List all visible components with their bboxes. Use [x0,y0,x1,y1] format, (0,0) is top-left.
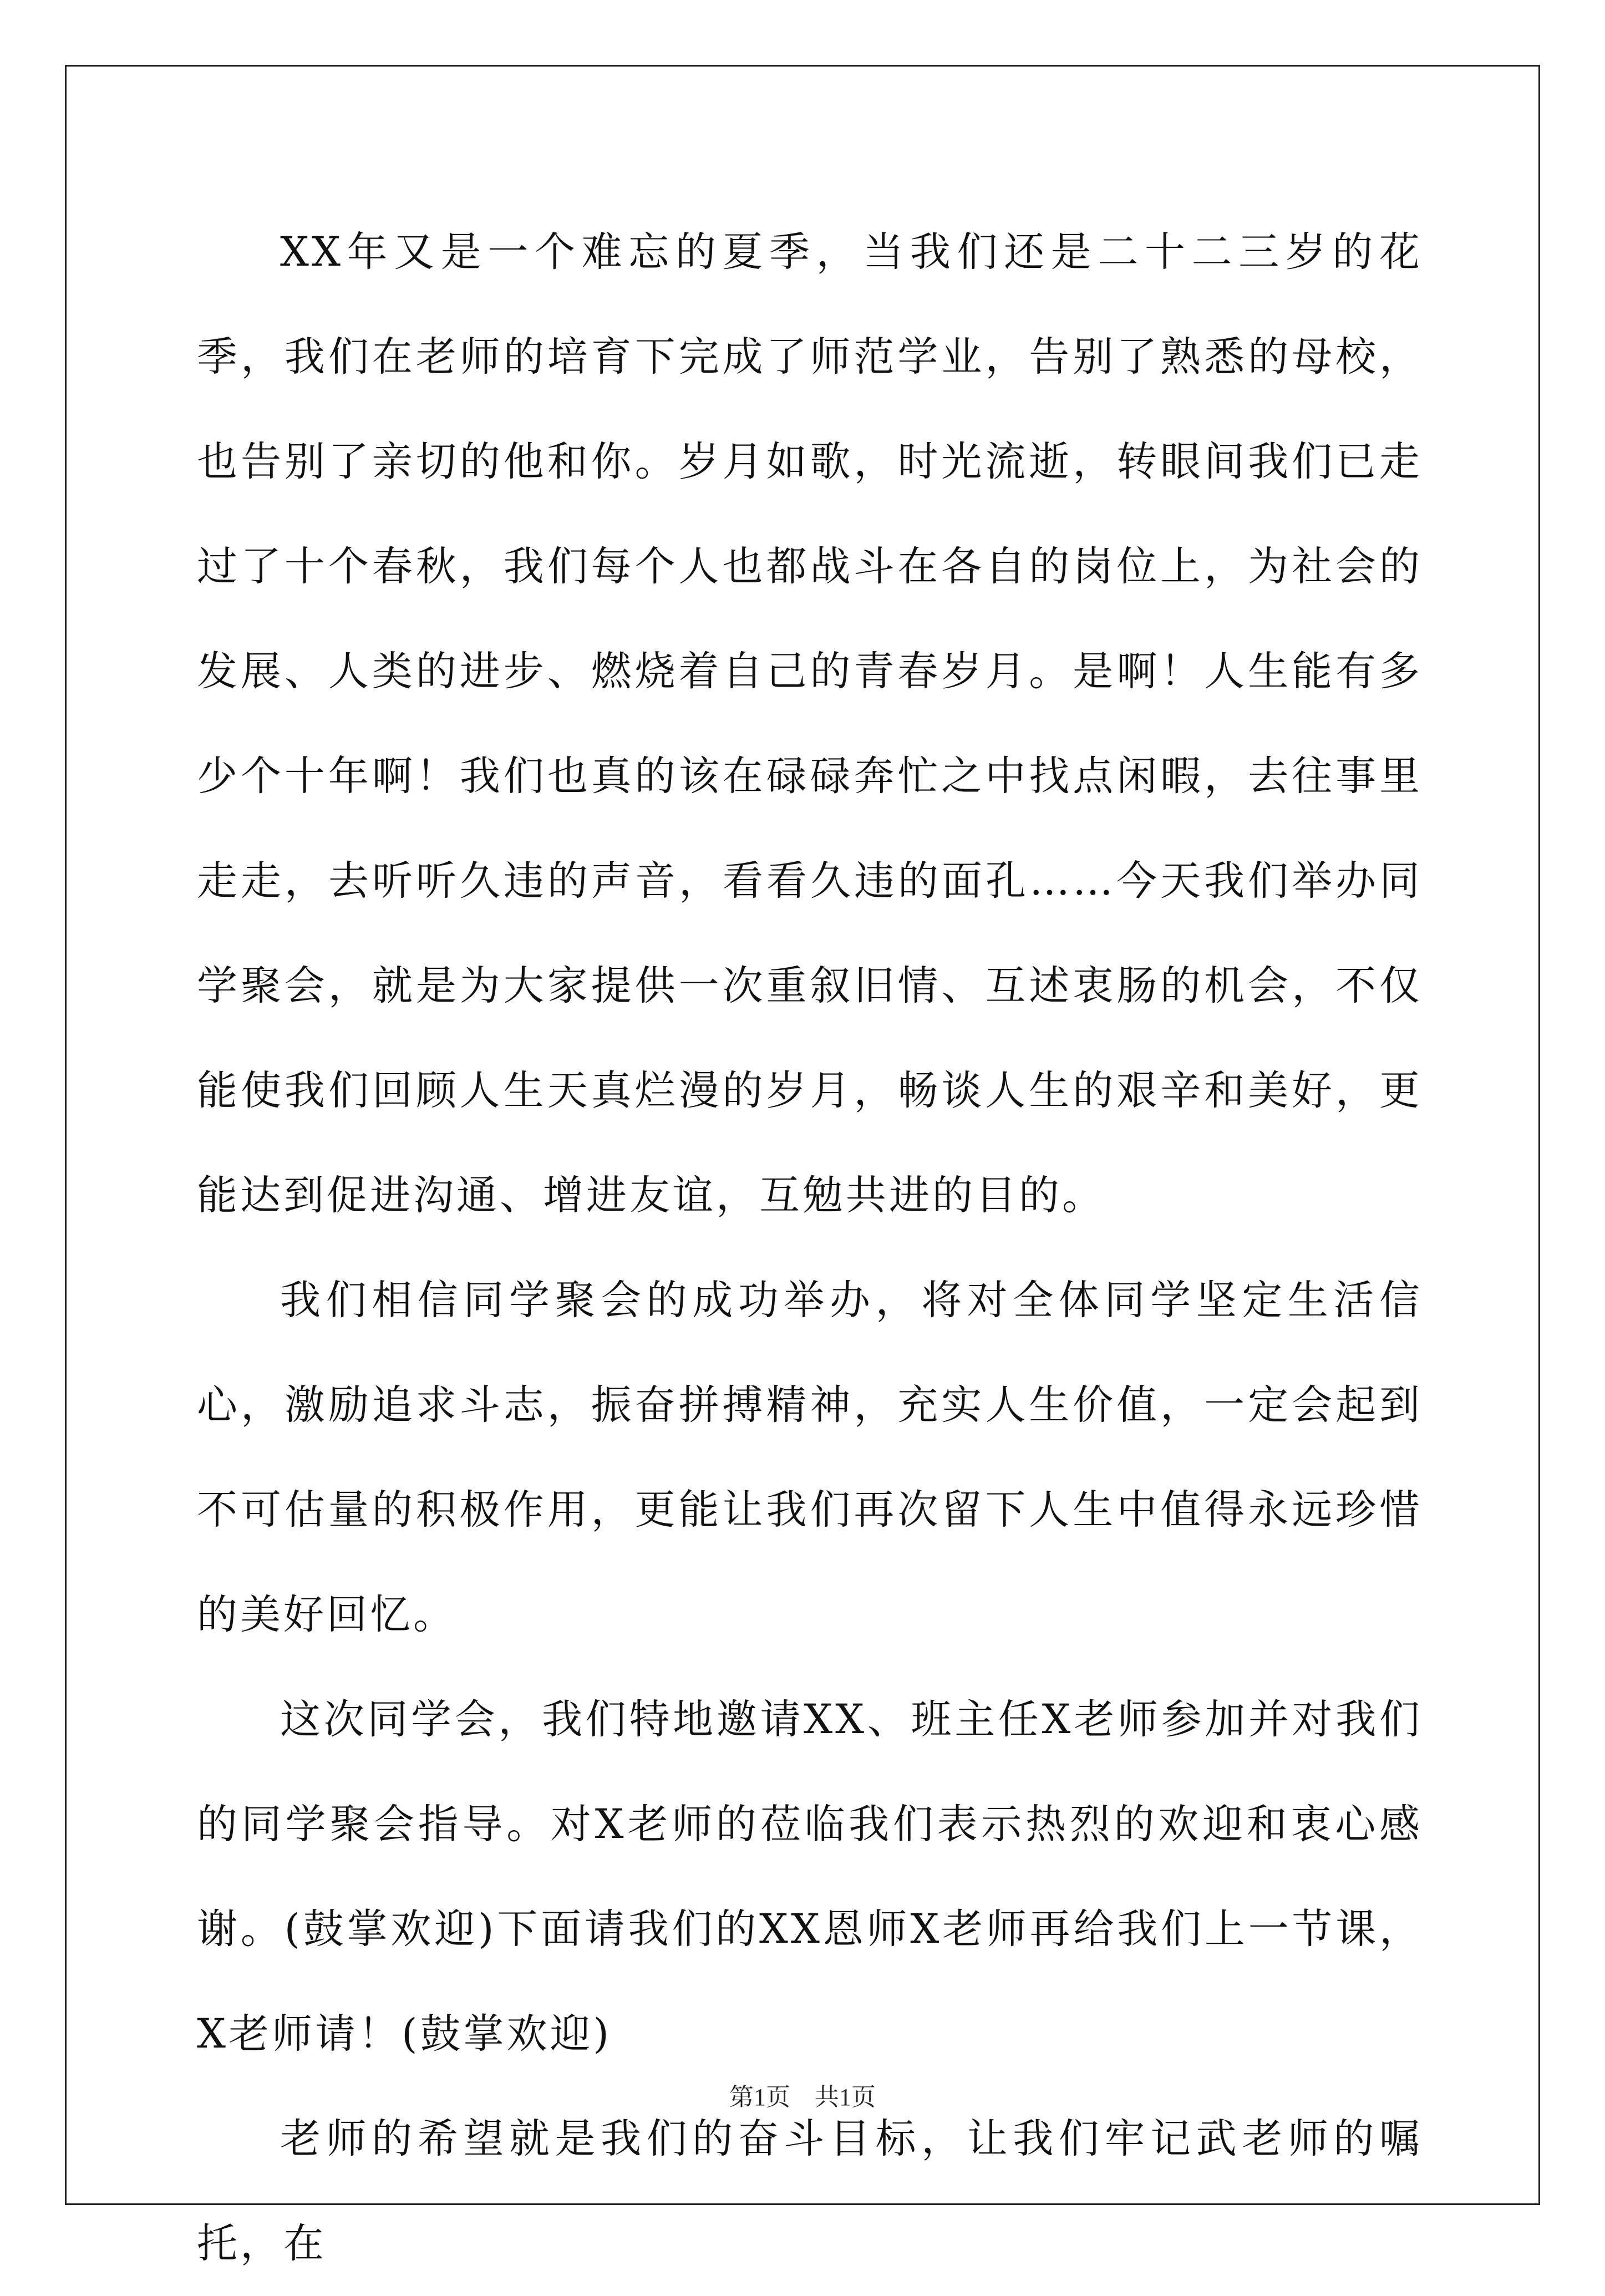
paragraph-2: 我们相信同学聚会的成功举办，将对全体同学坚定生活信心，激励追求斗志，振奋拼搏精神，充实人生价值，一定会起到不可估量的积极作用，更能让我们再次留下人生中值得永远珍惜的美好回忆。 [197,1277,1423,1638]
document-body [197,200,1423,2296]
paragraph-3: 这次同学会，我们特地邀请XX、班主任X老师参加并对我们的同学聚会指导。对X老师的莅临我们表示热烈的欢迎和衷心感谢。(鼓掌欢迎)下面请我们的XX恩师X老师再给我们上一节课，X老师请！(鼓掌欢迎) [197,1696,1423,2058]
page-footer: 第1页 共1页 [729,2084,876,2111]
paragraph-1: XX年又是一个难忘的夏季，当我们还是二十二三岁的花季，我们在老师的培育下完成了师范学业，告别了熟悉的母校，也告别了亲切的他和你。岁月如歌，时光流逝，转眼间我们已走过了十个春秋，我们每个人也都战斗在各自的岗位上，为社会的发展、人类的进步、燃烧着自己的青春岁月。是啊！人生能有多少个十年啊！我们也真的该在碌碌奔忙之中找点闲暇，去往事里走走，去听听久违的声音，看看久违的面孔……今天我们举办同学聚会，就是为大家提供一次重叙旧情、互述衷肠的机会，不仅能使我们回顾人生天真烂漫的岁月，畅谈人生的艰辛和美好，更能达到促进沟通、增进友谊，互勉共进的目的。 [197,228,1423,1219]
paragraph-4: 老师的希望就是我们的奋斗目标，让我们牢记武老师的嘱托，在 [197,2115,1423,2267]
